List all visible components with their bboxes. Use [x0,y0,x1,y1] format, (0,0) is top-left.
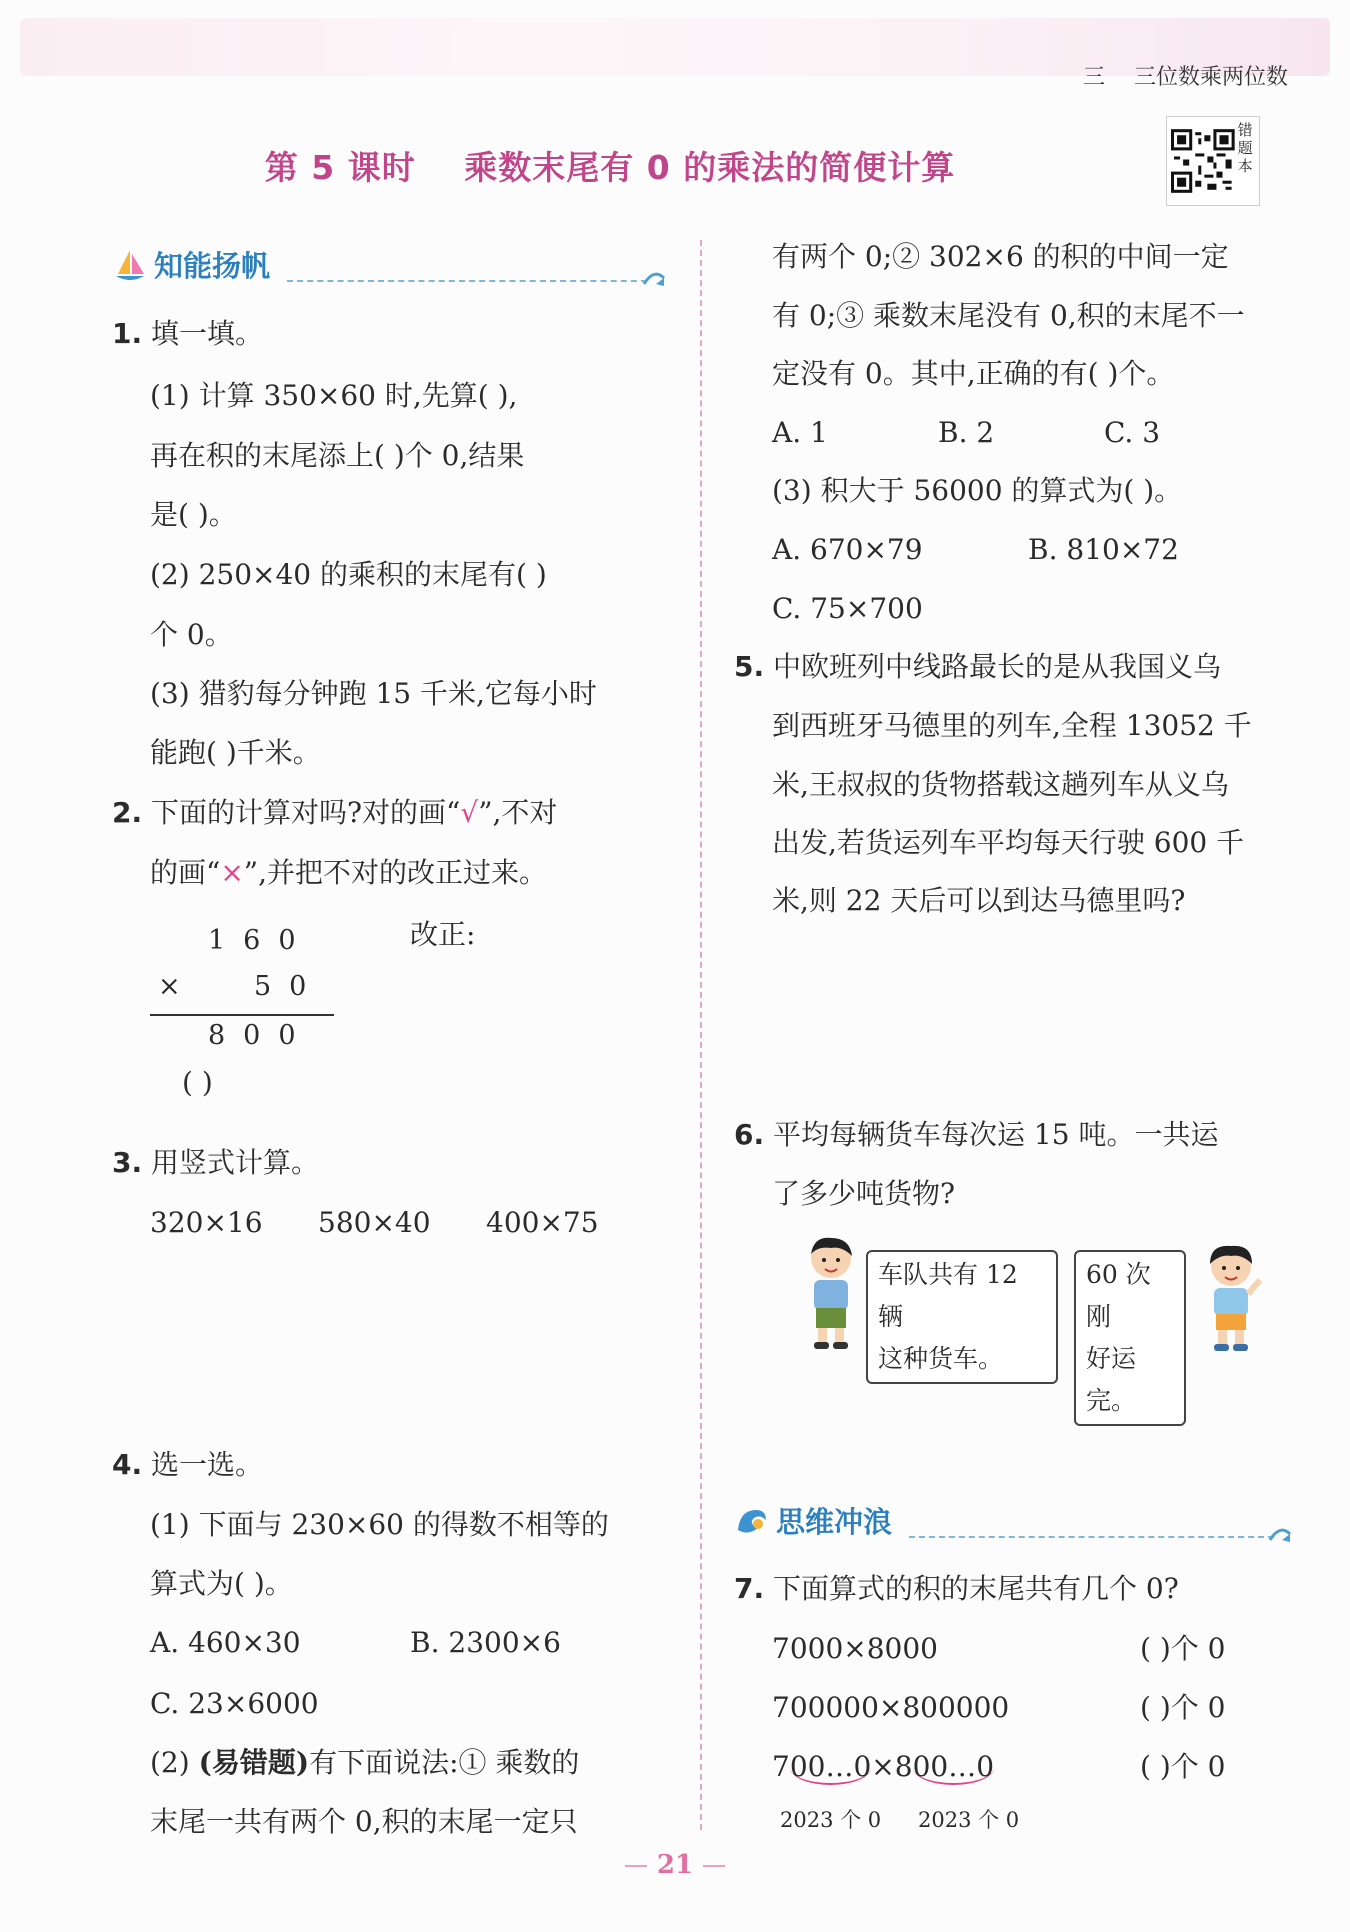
q4-part2-line3: 有两个 0;② 302×6 的积的中间一定 [772,240,1229,273]
column-divider [700,240,702,1830]
zeros-brace-2: 00…0 [912,1750,995,1783]
q7-expression-3 [772,1738,994,1796]
q1-part3-line2: 能跑( )千米。 [150,736,321,769]
page-number-text: 21 [656,1850,694,1880]
q4-part1-option-a[interactable]: A. 460×30 [150,1626,301,1659]
section-underline [287,280,647,282]
question-5-line5: 米,则 22 天后可以到达马德里吗? [772,884,1186,917]
question-text: 用竖式计算。 [151,1146,320,1179]
calc-item-1: 320×16 [150,1206,263,1239]
chapter-header [1083,60,1288,91]
expr-part: ×8 [871,1750,913,1783]
zeros-count-note-1: 2023 个 0 [780,1808,882,1832]
question-text: 的画“ [150,856,221,889]
question-text: ”,并把不对的改正过来。 [243,856,548,889]
section-header-siwei [734,1500,1294,1544]
q4-part2-line5: 定没有 0。其中,正确的有( )个。 [772,357,1175,390]
q4-part2-line2: 末尾一共有两个 0,积的末尾一定只 [150,1805,578,1838]
bubble-line: 好运完。 [1086,1344,1137,1415]
question-5-line4: 出发,若货运列车平均每天行驶 600 千 [772,826,1245,859]
question-2-stem-line2 [150,844,547,902]
vertical-calc-multiplicand: 160 [208,925,314,956]
cross-mark-icon: × [220,856,244,889]
q4-part3-option-c[interactable]: C. 75×700 [772,592,923,625]
question-text: ”,不对 [478,796,558,829]
question-6-line2: 了多少吨货物? [772,1177,956,1210]
q4-part3-option-a[interactable]: A. 670×79 [772,533,923,566]
question-5-line1 [734,638,1221,696]
calc-item-2: 580×40 [318,1206,431,1239]
q1-part2-line2: 个 0。 [150,618,233,651]
q4-part2-line1 [150,1734,579,1792]
zeros-brace-1: 00…0 [789,1750,872,1783]
q4-part2-option-b[interactable]: B. 2 [938,416,995,449]
q4-part2-option-c[interactable]: C. 3 [1104,416,1161,449]
section-header-zhineng [112,244,664,288]
question-text: 中欧班列中线路最长的是从我国义乌 [773,650,1222,683]
question-number: 5. [734,650,765,683]
page-number-dash [703,1865,725,1867]
q7-expression-2: 700000×800000 [772,1691,1010,1724]
bubble-line: 60 次刚 [1086,1260,1151,1331]
lesson-name: 乘数末尾有 0 的乘法的简便计算 [464,148,956,187]
q4-part2-option-a[interactable]: A. 1 [772,416,828,449]
q7-answer-blank-1[interactable]: ( )个 0 [1140,1632,1226,1665]
boy-character-right-icon [1196,1240,1266,1356]
q4-part3-line1: (3) 积大于 56000 的算式为( )。 [772,474,1183,507]
q1-part1-line2: 再在积的末尾添上( )个 0,结果 [150,439,525,472]
page-number-dash [625,1865,647,1867]
question-2-stem-line1 [112,784,557,842]
q1-part3-line1: (3) 猎豹每分钟跑 15 千米,它每小时 [150,677,597,710]
question-7-stem [734,1560,1179,1618]
q1-part1-line1: (1) 计算 350×60 时,先算( ), [150,379,518,412]
section-title: 知能扬帆 [154,249,271,283]
q4-part1-line1: (1) 下面与 230×60 的得数不相等的 [150,1508,609,1541]
zeros-count-note-2: 2023 个 0 [918,1808,1020,1832]
section-end-icon [642,266,666,288]
bubble-line: 这种货车。 [878,1344,1004,1373]
section-end-icon [1268,1522,1292,1544]
question-text: 下面算式的积的末尾共有几个 0? [773,1572,1179,1605]
expr-part: 7 [772,1750,790,1783]
question-number: 1. [112,317,143,350]
error-prone-tag: (易错题) [198,1746,310,1779]
question-number: 2. [112,796,143,829]
qr-code-box[interactable] [1166,116,1260,206]
question-5-line3: 米,王叔叔的货物搭载这趟列车从义乌 [772,768,1229,801]
page-number [0,1850,1350,1880]
q4-part1-option-b[interactable]: B. 2300×6 [410,1626,561,1659]
question-number: 4. [112,1448,143,1481]
q4-part1-line2: 算式为( )。 [150,1567,293,1600]
lesson-number: 第 5 课时 [264,148,416,187]
vertical-calc-rule [150,1014,334,1016]
section-title: 思维冲浪 [776,1505,893,1539]
wave-icon [734,1504,770,1540]
q7-answer-blank-3[interactable]: ( )个 0 [1140,1750,1226,1783]
question-number: 6. [734,1118,765,1151]
correction-label: 改正: [410,918,476,951]
boy-character-left-icon [796,1234,866,1352]
q4-part1-option-c[interactable]: C. 23×6000 [150,1687,319,1720]
vertical-calc-multiplier: 50 [254,971,325,1002]
vertical-calc-operator: × [158,971,199,1002]
question-6-line1 [734,1106,1218,1164]
sailboat-icon [112,248,148,284]
calc-item-3: 400×75 [486,1206,599,1239]
speech-bubble-left [866,1250,1058,1384]
q1-part2-line1: (2) 250×40 的乘积的末尾有( ) [150,558,547,591]
question-1-stem [112,305,263,363]
question-text: 填一填。 [151,317,264,350]
q7-answer-blank-2[interactable]: ( )个 0 [1140,1691,1226,1724]
question-text: 有下面说法:① 乘数的 [309,1746,580,1779]
judgement-answer-blank[interactable]: ( ) [182,1066,213,1099]
q4-part3-option-b[interactable]: B. 810×72 [1028,533,1179,566]
question-text: 下面的计算对吗?对的画“ [151,796,461,829]
qr-label: 错题本 [1237,121,1253,175]
question-number: 7. [734,1572,765,1605]
question-4-stem [112,1436,263,1494]
part-number: (2) [150,1746,190,1779]
speech-bubble-right [1074,1250,1186,1426]
chapter-number: 三 [1082,65,1105,90]
question-3-stem [112,1134,319,1192]
question-number: 3. [112,1146,143,1179]
check-mark-icon: √ [460,796,479,829]
q4-part2-line4: 有 0;③ 乘数末尾没有 0,积的末尾不一 [772,299,1245,332]
question-text: 选一选。 [151,1448,264,1481]
section-underline [909,1536,1274,1538]
question-text: 平均每辆货车每次运 15 吨。一共运 [773,1118,1219,1151]
qr-code-icon [1171,121,1235,201]
q1-part1-line3: 是( )。 [150,498,237,531]
question-5-line2: 到西班牙马德里的列车,全程 13052 千 [772,709,1252,742]
bubble-line: 车队共有 12 辆 [878,1260,1018,1331]
chapter-title: 三位数乘两位数 [1133,65,1288,90]
lesson-title [0,142,1220,189]
q7-expression-1: 7000×8000 [772,1632,938,1665]
vertical-calc-result: 800 [208,1020,314,1051]
